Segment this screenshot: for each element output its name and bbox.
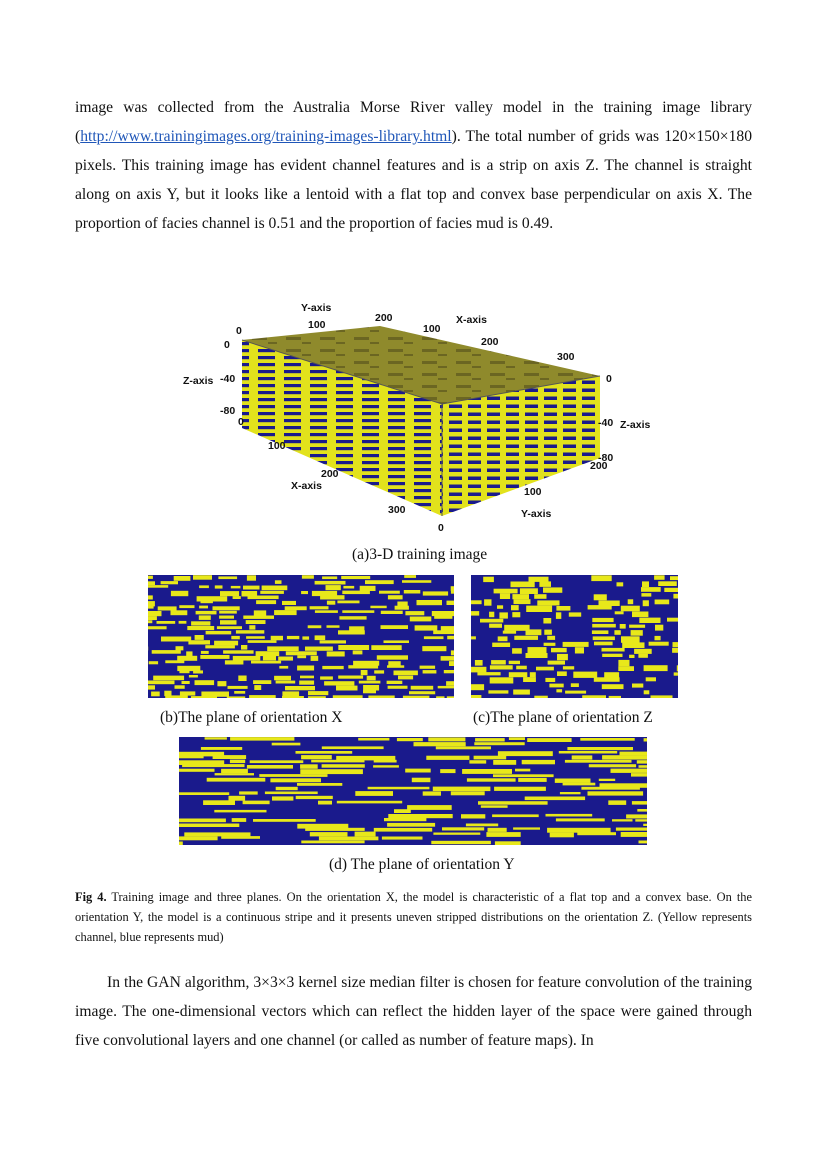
tick-label: 300 <box>388 504 406 516</box>
tick-label: 200 <box>321 468 339 480</box>
plane-y-pattern <box>179 737 647 845</box>
tick-label: 300 <box>557 351 575 363</box>
paragraph-text-before-link: image was collected from the Australia Morse River valley model in the training image library ( <box>75 99 752 145</box>
tick-label: 0 <box>238 416 244 428</box>
z-axis-label-left: Z-axis <box>183 375 214 387</box>
tick-label: 100 <box>423 323 441 335</box>
cube-svg <box>180 298 640 538</box>
tick-label: 0 <box>438 522 444 534</box>
plane-z-image <box>471 575 678 698</box>
tick-label: 0 <box>236 325 242 337</box>
plane-y-image <box>179 737 647 845</box>
caption-a: (a)3-D training image <box>352 546 488 563</box>
tick-label: -80 <box>598 452 614 464</box>
body-paragraph-bottom: In the GAN algorithm, 3×3×3 kernel size median filter is chosen for feature convolution of the training image. The one-dimensional vectors which can reflect the hidden layer of the space were gained through five convolutional layers and one channel (or called as number of feature maps). In <box>75 974 752 1049</box>
tick-label: 0 <box>606 373 612 385</box>
body-paragraph-top <box>75 93 752 238</box>
figure-caption-text: Training image and three planes. On the orientation X, the model is characteristic of a flat top and a convex base. On the orientation Y, the model is a continuous stripe and it presents uneven stripped distributions on the orientation Z. (Yellow represents channel, blue represents mud) <box>75 890 752 944</box>
tick-label: 100 <box>268 440 286 452</box>
tick-label: 100 <box>308 319 326 331</box>
x-axis-label-bottom: X-axis <box>291 480 322 492</box>
tick-label: 200 <box>590 460 608 472</box>
caption-c: (c)The plane of orientation Z <box>473 709 653 726</box>
figure-label: Fig 4. <box>75 890 107 904</box>
plane-x-pattern <box>148 575 454 698</box>
training-images-link[interactable]: http://www.trainingimages.org/training-images-library.html <box>80 128 452 145</box>
tick-label: 0 <box>224 339 230 351</box>
y-axis-label-top: Y-axis <box>301 302 332 314</box>
tick-label: 200 <box>375 312 393 324</box>
y-axis-label-bottom: Y-axis <box>521 508 552 520</box>
plane-x-image <box>148 575 454 698</box>
paragraph-text-after-link: ). The total number of grids was 120×150×180 pixels. This training image has evident channel features and is a strip on axis Z. The channel is straight along on axis Y, but it looks like a lentoid with a flat top and convex base perpendicular on axis X. The proportion of facies channel is 0.51 and the proportion of facies mud is 0.49. <box>75 128 752 232</box>
figure-caption <box>75 887 752 947</box>
tick-label: -40 <box>598 417 614 429</box>
caption-d: (d) The plane of orientation Y <box>329 856 515 873</box>
plane-z-pattern <box>471 575 678 698</box>
tick-label: 100 <box>524 486 542 498</box>
figure-3d-cube <box>180 298 651 538</box>
tick-label: 200 <box>481 336 499 348</box>
tick-label: -40 <box>220 373 236 385</box>
tick-label: -80 <box>220 405 236 417</box>
x-axis-label-top: X-axis <box>456 314 487 326</box>
caption-b: (b)The plane of orientation X <box>160 709 343 726</box>
z-axis-label-right: Z-axis <box>620 419 651 431</box>
